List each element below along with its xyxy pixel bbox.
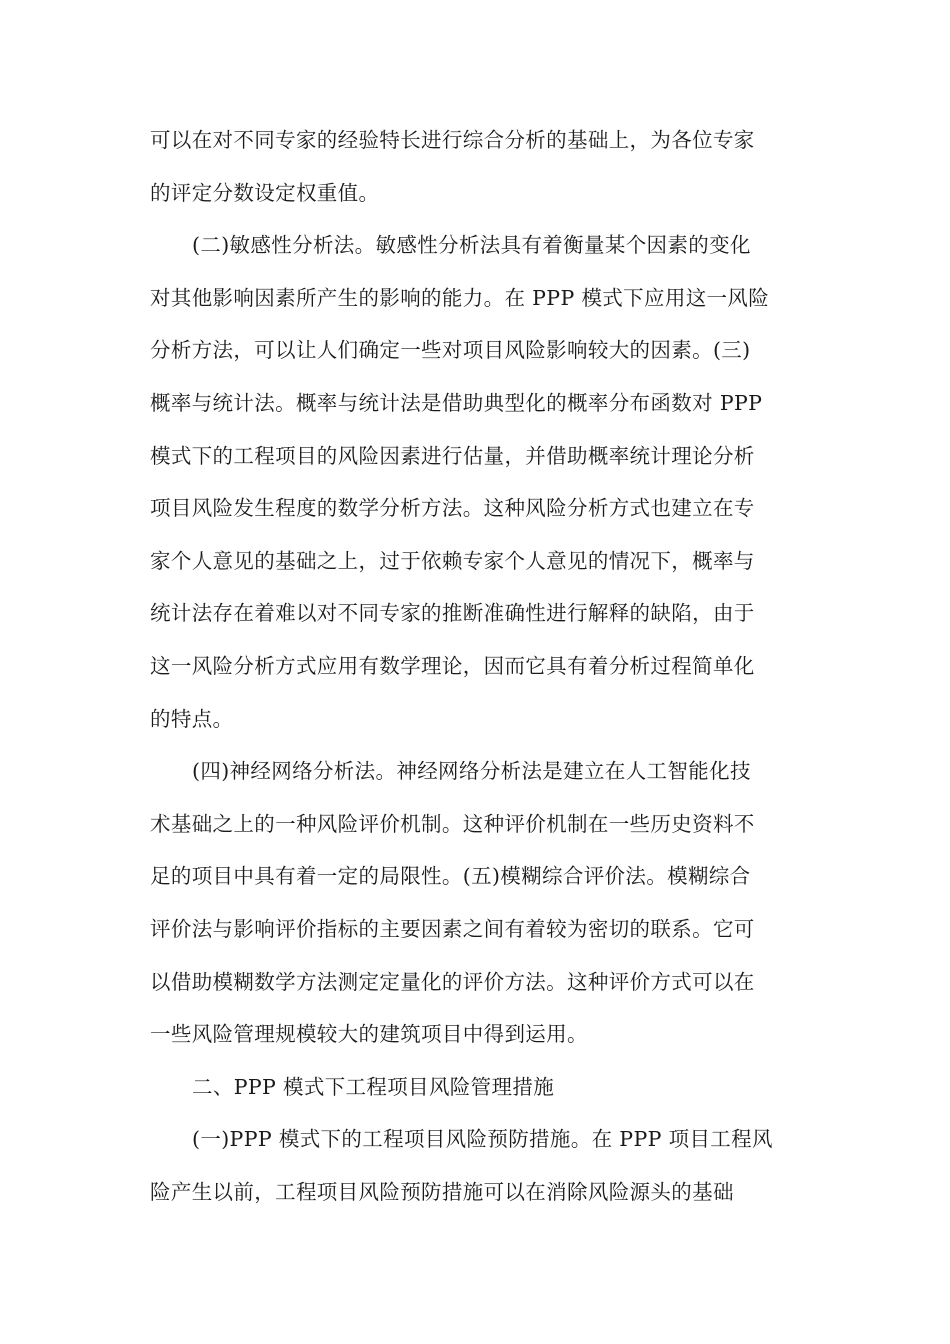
- text-line: 足的项目中具有着一定的局限性。(五)模糊综合评价法。模糊综合: [150, 864, 751, 889]
- text-line: 项目风险发生程度的数学分析方法。这种风险分析方式也建立在专: [150, 496, 755, 521]
- section-heading: 二、PPP 模式下工程项目风险管理措施: [192, 1074, 555, 1099]
- text-line: (二)敏感性分析法。敏感性分析法具有着衡量某个因素的变化: [192, 233, 751, 258]
- text-line: 家个人意见的基础之上，过于依赖专家个人意见的情况下，概率与: [150, 548, 755, 573]
- text-line: 概率与统计法。概率与统计法是借助典型化的概率分布函数对 PPP: [150, 390, 763, 415]
- body-text: [150, 114, 800, 1218]
- text-line: 一些风险管理规模较大的建筑项目中得到运用。: [150, 1022, 588, 1047]
- text-line: 这一风险分析方式应用有数学理论，因而它具有着分析过程简单化: [150, 653, 755, 678]
- text-line: 可以在对不同专家的经验特长进行综合分析的基础上，为各位专家: [150, 128, 755, 152]
- text-line: 以借助模糊数学方法测定定量化的评价方法。这种评价方式可以在: [150, 969, 755, 994]
- text-line: 分析方法，可以让人们确定一些对项目风险影响较大的因素。(三): [150, 338, 751, 363]
- text-line: 的评定分数设定权重值。: [150, 180, 380, 205]
- text-line: 评价法与影响评价指标的主要因素之间有着较为密切的联系。它可: [150, 916, 755, 941]
- text-line: 的特点。: [150, 706, 234, 731]
- text-line: 模式下的工程项目的风险因素进行估量，并借助概率统计理论分析: [150, 443, 755, 468]
- text-line: 统计法存在着难以对不同专家的推断准确性进行解释的缺陷，由于: [150, 601, 755, 626]
- text-line: 术基础之上的一种风险评价机制。这种评价机制在一些历史资料不: [150, 811, 755, 836]
- text-line: (四)神经网络分析法。神经网络分析法是建立在人工智能化技: [192, 759, 751, 784]
- text-line: 对其他影响因素所产生的影响的能力。在 PPP 模式下应用这一风险: [150, 285, 770, 310]
- text-line: (一)PPP 模式下的工程项目风险预防措施。在 PPP 项目工程风: [192, 1127, 773, 1152]
- text-line: 险产生以前，工程项目风险预防措施可以在消除风险源头的基础: [150, 1179, 734, 1204]
